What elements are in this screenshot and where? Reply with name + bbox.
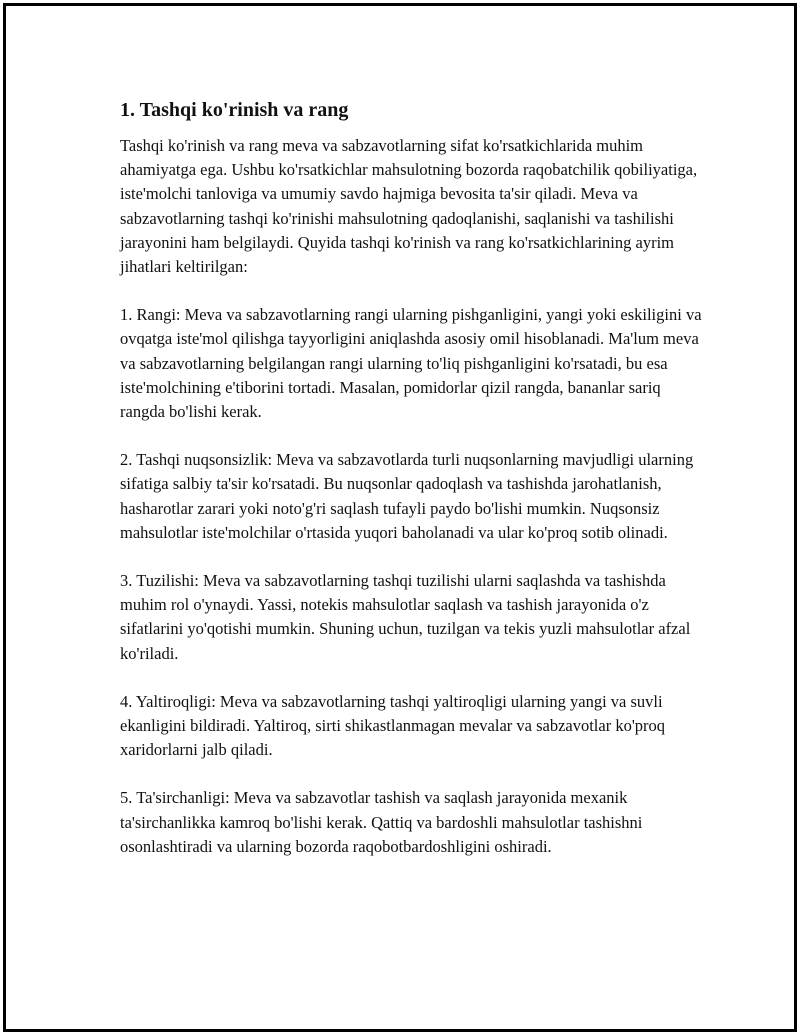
paragraph-tashqi-nuqsonsizlik: 2. Tashqi nuqsonsizlik: Meva va sabzavotlarda turli nuqsonlarning mavjudligi ularning sifatiga salbiy ta'sir ko'rsatadi. Bu nuqsonlar qadoqlash va tashishda jarohatlanish, hasharotlar zarari yoki noto'g'ri saqlash tufayli paydo bo'lishi mumkin. Nuqsonsiz mahsulotlar iste'molchilar o'rtasida yuqori baholanadi va ular ko'proq sotib olinadi.: [120, 450, 694, 542]
paragraph-rangi: 1. Rangi: Meva va sabzavotlarning rangi ularning pishganligini, yangi yoki eskiligini va ovqatga iste'mol qilishga tayyorligini aniqlashda asosiy omil hisoblanadi. Ma'lum meva va sabzavotlarning belgilangan rangi ularning to'liq pishganligini ko'rsatadi, bu esa iste'molchining e'tiborini tortadi. Masalan, pomidorlar qizil rangda, bananlar sariq rangda bo'lishi kerak.: [120, 305, 702, 422]
paragraph-tuzilishi: 3. Tuzilishi: Meva va sabzavotlarning tashqi tuzilishi ularni saqlashda va tashishda muhim rol o'ynaydi. Yassi, notekis mahsulotlar saqlash va tashish jarayonida o'z sifatlarini yo'qotishi mumkin. Shuning uchun, tuzilgan va tekis yuzli mahsulotlar afzal ko'riladi.: [120, 571, 691, 663]
intro-paragraph: Tashqi ko'rinish va rang meva va sabzavotlarning sifat ko'rsatkichlarida muhim ahamiyatga ega. Ushbu ko'rsatkichlar mahsulotning bozorda raqobatchilik qobiliyatiga, iste'molchi tanloviga va umumiy savdo hajmiga bevosita ta'sir qiladi. Meva va sabzavotlarning tashqi ko'rinishi mahsulotning qadoqlanishi, saqlanishi va tashilishi jarayonini ham belgilaydi. Quyida tashqi ko'rinish va rang ko'rsatkichlarining ayrim jihatlari keltirilgan:: [120, 136, 698, 277]
document-page: [3, 3, 797, 1032]
document-body: [120, 98, 705, 859]
section-heading: 1. Tashqi ko'rinish va rang: [120, 99, 349, 121]
paragraph-yaltiroqligi: 4. Yaltiroqligi: Meva va sabzavotlarning tashqi yaltiroqligi ularning yangi va suvli ekanligini bildiradi. Yaltiroq, sirti shikastlanmagan mevalar va sabzavotlar ko'proq xaridorlarni jalb qiladi.: [120, 691, 666, 760]
paragraph-tasirchanligi: 5. Ta'sirchanligi: Meva va sabzavotlar tashish va saqlash jarayonida mexanik ta'sirchanlikka kamroq bo'lishi kerak. Qattiq va bardoshli mahsulotlar tashishni osonlashtiradi va ularning bozorda raqobotbardoshligini oshiradi.: [120, 788, 643, 856]
